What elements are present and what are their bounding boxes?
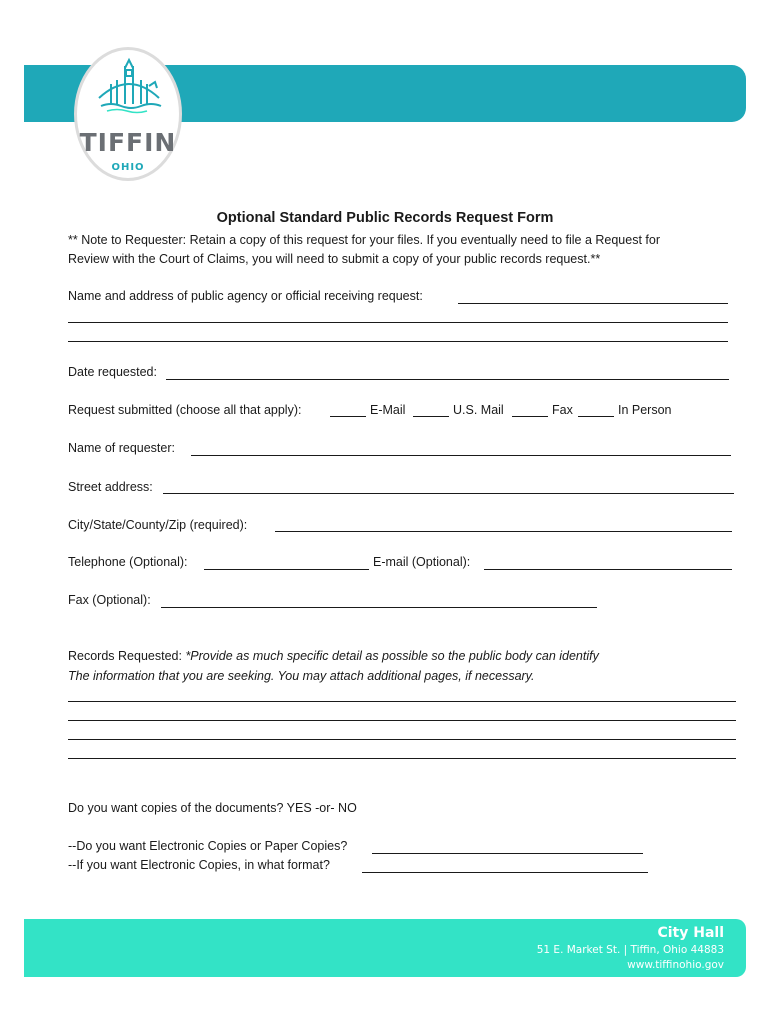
- records-field-line-1[interactable]: [68, 701, 736, 702]
- logo-wordmark: TIFFIN: [79, 128, 177, 157]
- city-logo: [74, 47, 182, 181]
- email-field[interactable]: [484, 569, 732, 570]
- option-in-person: In Person: [618, 403, 672, 417]
- fax-label: Fax (Optional):: [68, 593, 151, 607]
- option-fax: Fax: [552, 403, 573, 417]
- phone-field[interactable]: [204, 569, 369, 570]
- requester-label: Name of requester:: [68, 441, 175, 455]
- date-field[interactable]: [166, 379, 729, 380]
- requester-field[interactable]: [191, 455, 731, 456]
- note-line-2: Review with the Court of Claims, you will need to submit a copy of your public records request.**: [68, 252, 601, 266]
- person-checkbox-line[interactable]: [578, 416, 614, 417]
- agency-field-line-3[interactable]: [68, 341, 728, 342]
- option-mail: U.S. Mail: [453, 403, 504, 417]
- records-field-line-3[interactable]: [68, 739, 736, 740]
- footer-address: 51 E. Market St. | Tiffin, Ohio 44883: [536, 944, 724, 956]
- fax-checkbox-line[interactable]: [512, 416, 548, 417]
- copies-format-label: --If you want Electronic Copies, in what format?: [68, 858, 330, 872]
- email-checkbox-line[interactable]: [330, 416, 366, 417]
- email-label: E-mail (Optional):: [373, 555, 471, 569]
- street-label: Street address:: [68, 480, 153, 494]
- copies-type-field[interactable]: [372, 853, 643, 854]
- submitted-label: Request submitted (choose all that apply):: [68, 403, 302, 417]
- footer-band: [24, 919, 746, 977]
- logo-subtitle: OHIO: [111, 162, 145, 173]
- records-label-row: [68, 649, 599, 663]
- agency-field-line-2[interactable]: [68, 322, 728, 323]
- copies-type-label: --Do you want Electronic Copies or Paper Copies?: [68, 839, 348, 853]
- city-field[interactable]: [275, 531, 732, 532]
- records-field-line-2[interactable]: [68, 720, 736, 721]
- records-field-line-4[interactable]: [68, 758, 736, 759]
- city-label: City/State/County/Zip (required):: [68, 518, 248, 532]
- date-label: Date requested:: [68, 365, 157, 379]
- footer-website[interactable]: www.tiffinohio.gov: [627, 959, 724, 971]
- option-email: E-Mail: [370, 403, 406, 417]
- street-field[interactable]: [163, 493, 734, 494]
- records-label: Records Requested:: [68, 649, 182, 663]
- city-hall-icon: [91, 56, 167, 116]
- agency-label: Name and address of public agency or official receiving request:: [68, 289, 423, 303]
- copies-question: Do you want copies of the documents? YES -or- NO: [68, 801, 357, 815]
- fax-field[interactable]: [161, 607, 597, 608]
- footer-title: City Hall: [657, 925, 724, 941]
- note-line-1: ** Note to Requester: Retain a copy of this request for your files. If you eventually need to file a Request for: [68, 233, 660, 247]
- mail-checkbox-line[interactable]: [413, 416, 449, 417]
- page-title: Optional Standard Public Records Request Form: [216, 210, 554, 226]
- agency-field[interactable]: [458, 303, 728, 304]
- records-hint-2: The information that you are seeking. You may attach additional pages, if necessary.: [68, 669, 535, 683]
- records-hint-1: *Provide as much specific detail as possible so the public body can identify: [185, 649, 599, 663]
- phone-label: Telephone (Optional):: [68, 555, 188, 569]
- copies-format-field[interactable]: [362, 872, 648, 873]
